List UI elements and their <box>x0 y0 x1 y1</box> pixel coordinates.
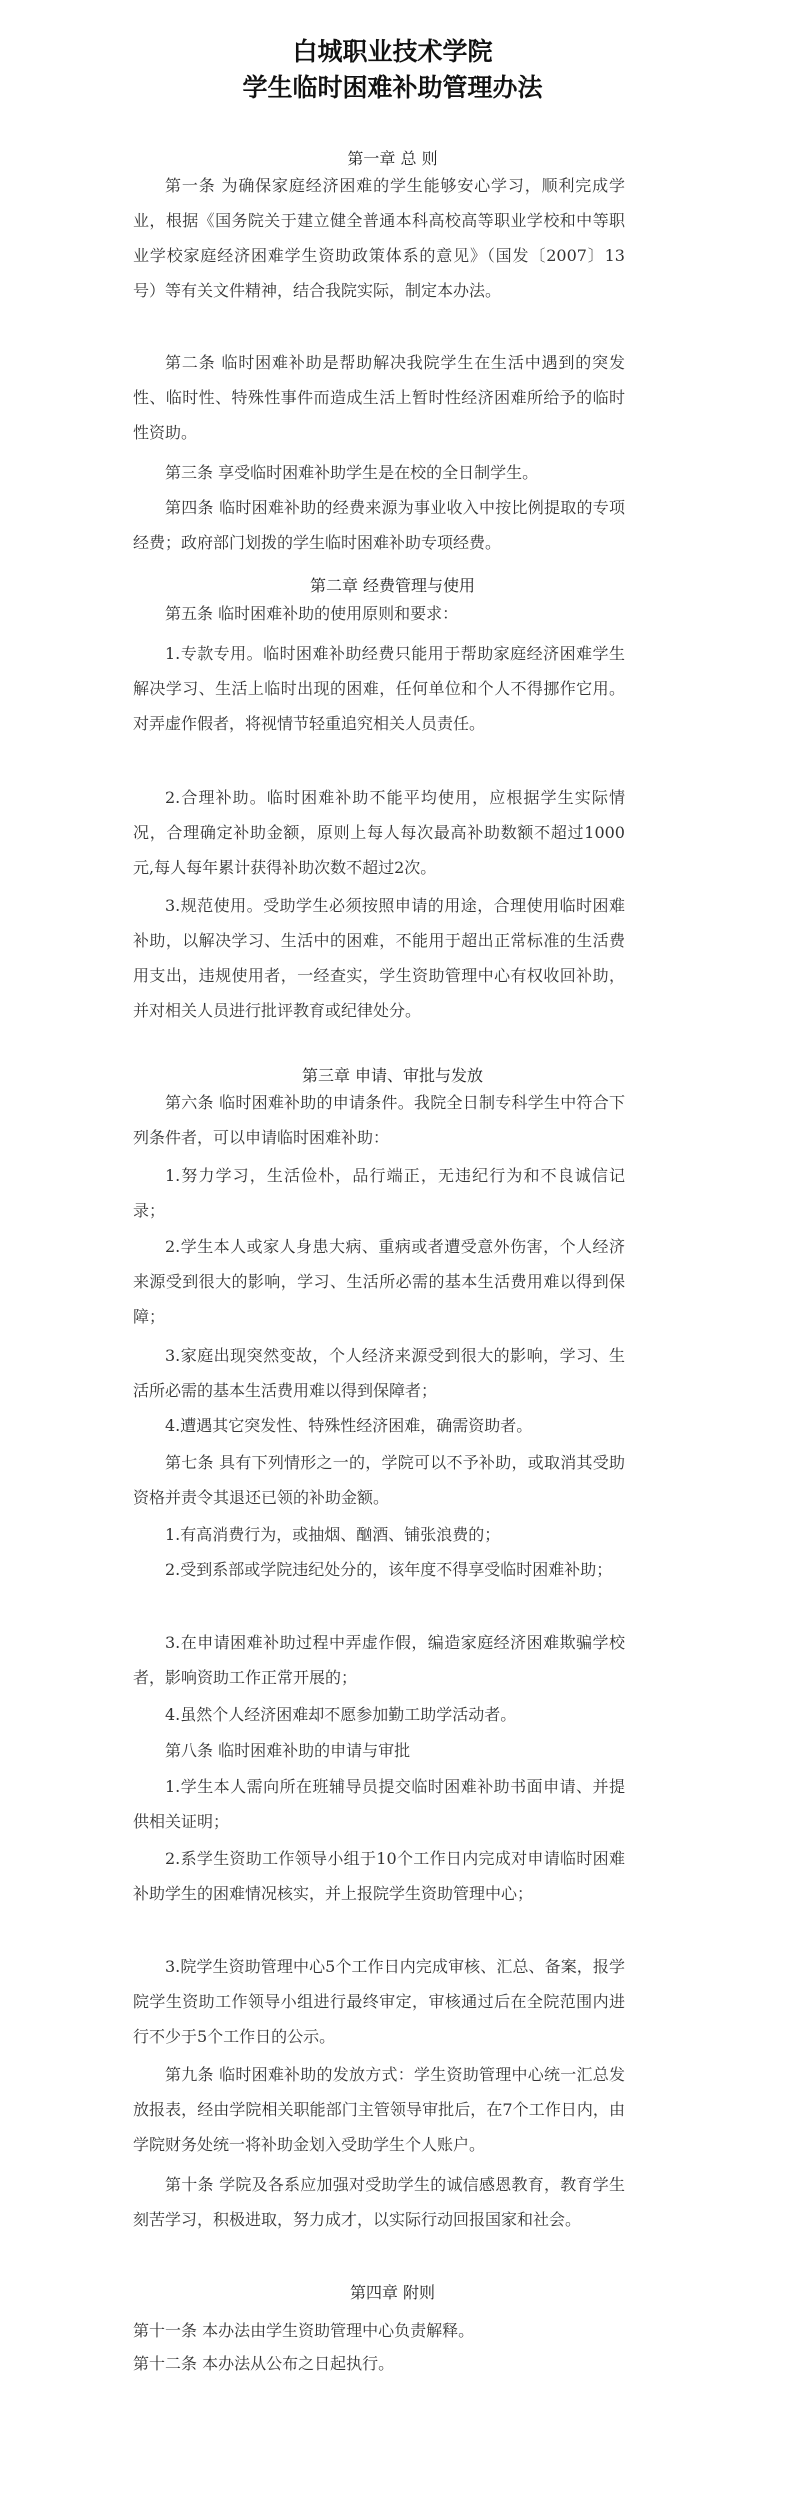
list-item: 4.遭遇其它突发性、特殊性经济困难，确需资助者。 <box>165 1416 533 1435</box>
list-item: 3.在申请困难补助过程中弄虚作假，编造家庭经济困难欺骗学校者，影响资助工作正常开展的； <box>133 1633 625 1687</box>
article-paragraph: 第五条 临时困难补助的使用原则和要求： <box>165 604 459 623</box>
article-paragraph: 第十一条 本办法由学生资助管理中心负责解释。 <box>133 2321 475 2340</box>
list-item: 2.合理补助。临时困难补助不能平均使用，应根据学生实际情况，合理确定补助金额，原则上每人每次最高补助数额不超过1000元,每人每年累计获得补助次数不超过2次。 <box>133 788 625 877</box>
article-paragraph: 第二条 临时困难补助是帮助解决我院学生在生活中遇到的突发性、临时性、特殊性事件而造成生活上暂时性经济困难所给予的临时性资助。 <box>133 353 625 442</box>
article-paragraph: 第八条 临时困难补助的申请与审批 <box>165 1741 411 1760</box>
list-item: 3.家庭出现突然变故，个人经济来源受到很大的影响，学习、生活所必需的基本生活费用难以得到保障者； <box>133 1346 625 1400</box>
list-item: 2.学生本人或家人身患大病、重病或者遭受意外伤害，个人经济来源受到很大的影响，学习、生活所必需的基本生活费用难以得到保障； <box>133 1237 625 1326</box>
list-item: 1.学生本人需向所在班辅导员提交临时困难补助书面申请、并提供相关证明； <box>133 1777 625 1831</box>
chapter-heading: 第一章 总 则 <box>347 149 438 168</box>
list-item: 4.虽然个人经济困难却不愿参加勤工助学活动者。 <box>165 1705 517 1724</box>
article-paragraph: 第九条 临时困难补助的发放方式：学生资助管理中心统一汇总发放报表，经由学院相关职能部门主管领导审批后，在7个工作日内，由学院财务处统一将补助金划入受助学生个人账户。 <box>133 2065 625 2154</box>
article-paragraph: 第十条 学院及各系应加强对受助学生的诚信感恩教育，教育学生刻苦学习，积极进取，努力成才，以实际行动回报国家和社会。 <box>133 2175 625 2229</box>
list-item: 2.系学生资助工作领导小组于10个工作日内完成对申请临时困难补助学生的困难情况核实，并上报院学生资助管理中心； <box>133 1849 625 1903</box>
list-item: 3.院学生资助管理中心5个工作日内完成审核、汇总、备案，报学院学生资助工作领导小组进行最终审定，审核通过后在全院范围内进行不少于5个工作日的公示。 <box>133 1957 625 2046</box>
list-item: 2.受到系部或学院违纪处分的，该年度不得享受临时困难补助； <box>165 1560 613 1579</box>
article-paragraph: 第六条 临时困难补助的申请条件。我院全日制专科学生中符合下列条件者，可以申请临时困难补助： <box>133 1093 625 1147</box>
document-title-line1: 白城职业技术学院 <box>292 37 493 66</box>
document-title-line2: 学生临时困难补助管理办法 <box>242 73 543 102</box>
list-item: 1.有高消费行为，或抽烟、酗酒、铺张浪费的； <box>165 1525 501 1544</box>
chapter-heading: 第四章 附则 <box>349 2283 436 2302</box>
article-paragraph: 第四条 临时困难补助的经费来源为事业收入中按比例提取的专项经费；政府部门划拨的学生临时困难补助专项经费。 <box>133 498 625 552</box>
list-item: 1.努力学习，生活俭朴，品行端正，无违纪行为和不良诚信记录； <box>133 1166 625 1220</box>
chapter-heading: 第二章 经费管理与使用 <box>309 576 476 595</box>
article-paragraph: 第三条 享受临时困难补助学生是在校的全日制学生。 <box>165 463 539 482</box>
article-paragraph: 第七条 具有下列情形之一的，学院可以不予补助，或取消其受助资格并责令其退还已领的补助金额。 <box>133 1453 625 1507</box>
article-paragraph: 第一条 为确保家庭经济困难的学生能够安心学习，顺利完成学业，根据《国务院关于建立健全普通本科高校高等职业学校和中等职业学校家庭经济困难学生资助政策体系的意见》（国发〔2007〕13号）等有关文件精神，结合我院实际，制定本办法。 <box>133 176 625 300</box>
list-item: 1.专款专用。临时困难补助经费只能用于帮助家庭经济困难学生解决学习、生活上临时出现的困难，任何单位和个人不得挪作它用。对弄虚作假者，将视情节轻重追究相关人员责任。 <box>133 644 625 733</box>
article-paragraph: 第十二条 本办法从公布之日起执行。 <box>133 2354 395 2373</box>
chapter-heading: 第三章 申请、审批与发放 <box>301 1066 484 1085</box>
list-item: 3.规范使用。受助学生必须按照申请的用途，合理使用临时困难补助，以解决学习、生活中的困难，不能用于超出正常标准的生活费用支出，违规使用者，一经查实，学生资助管理中心有权收回补助，并对相关人员进行批评教育或纪律处分。 <box>133 896 625 1020</box>
